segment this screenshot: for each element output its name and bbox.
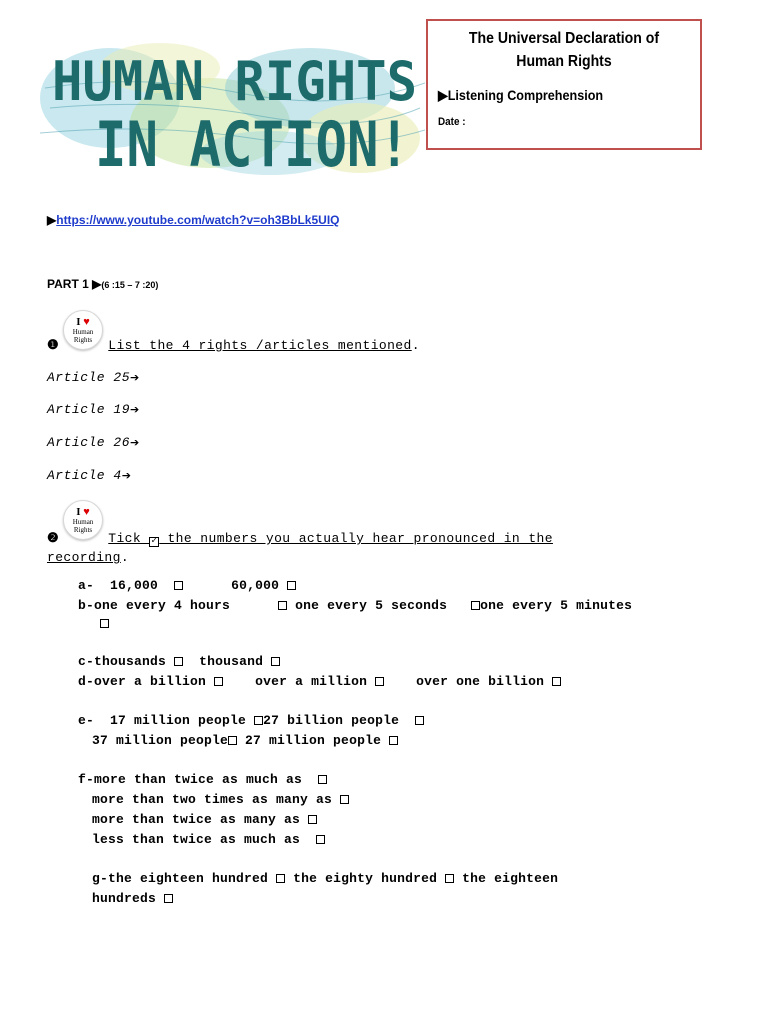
arrow-icon: ➔ [130, 403, 140, 416]
checkbox[interactable] [471, 601, 480, 610]
part-heading [47, 277, 158, 291]
checkbox[interactable] [389, 736, 398, 745]
option-a: a- 16,000 60,000 [78, 578, 296, 593]
checkbox[interactable] [271, 657, 280, 666]
checkbox[interactable] [308, 815, 317, 824]
checkbox[interactable] [318, 775, 327, 784]
video-link[interactable]: https://www.youtube.com/watch?v=oh3BbLk5UIQ [56, 213, 340, 227]
option-b: b-one every 4 hours one every 5 seconds one every 5 minutes [78, 598, 633, 613]
option-f-line3: more than twice as many as [92, 812, 317, 827]
checkbox[interactable] [415, 716, 424, 725]
date-label: Date : [438, 116, 466, 128]
checkbox[interactable] [278, 601, 287, 610]
checked-box-icon: ✓ [151, 536, 158, 547]
question-1-number: ❶ [47, 337, 59, 352]
article-line: Article 26➔ [47, 435, 140, 450]
i-love-human-rights-badge-icon: I ♥ Human Rights [63, 500, 103, 540]
option-c: c-thousands thousand [78, 654, 280, 669]
arrow-icon: ➔ [130, 436, 140, 449]
checkbox[interactable] [174, 581, 183, 590]
article-line: Article 4➔ [47, 468, 132, 483]
question-2: ❷ Tick ✓ the numbers you actually hear pronounced in the recording. [47, 530, 553, 565]
option-g: g-the eighteen hundred the eighty hundred the eighteen [92, 871, 559, 886]
option-e-line2: 37 million people 27 million people [92, 733, 398, 748]
checkbox[interactable] [375, 677, 384, 686]
question-1: ❶ List the 4 rights /articles mentioned. [47, 337, 420, 353]
checkbox[interactable] [228, 736, 237, 745]
subtitle: ▶Listening Comprehension [438, 87, 604, 103]
checkbox[interactable] [287, 581, 296, 590]
option-e: e- 17 million people 27 billion people [78, 713, 424, 728]
option-f-line2: more than two times as many as [92, 792, 349, 807]
i-love-human-rights-badge-icon: I ♥ Human Rights [63, 310, 103, 350]
logo-line1: HUMAN RIGHTS [52, 50, 417, 113]
logo-graphic [40, 38, 425, 178]
question-2-number: ❷ [47, 530, 59, 545]
logo-line2: IN ACTION! [95, 108, 410, 178]
checkbox[interactable] [254, 716, 263, 725]
checkbox[interactable] [164, 894, 173, 903]
play-arrow-icon: ▶ [47, 213, 57, 227]
title-line2: Human Rights [516, 53, 612, 70]
part-label: PART 1 ▶ [47, 277, 102, 291]
checkbox[interactable] [552, 677, 561, 686]
option-d: d-over a billion over a million over one billion [78, 674, 561, 689]
article-line: Article 25➔ [47, 370, 140, 385]
checkbox[interactable] [276, 874, 285, 883]
question-1-instruction: List the 4 rights /articles mentioned [108, 338, 412, 353]
checkbox[interactable] [214, 677, 223, 686]
arrow-icon: ➔ [130, 371, 140, 384]
option-f-line4: less than twice as much as [92, 832, 325, 847]
checkbox[interactable] [445, 874, 454, 883]
title-box [426, 19, 702, 150]
option-b-checkbox-row [100, 616, 109, 631]
checkbox[interactable] [316, 835, 325, 844]
option-g-line2: hundreds [92, 891, 173, 906]
video-link-line [47, 213, 339, 227]
checkbox[interactable] [174, 657, 183, 666]
part-time: (6 :15 – 7 :20) [101, 280, 159, 290]
title [444, 27, 683, 73]
human-rights-in-action-logo [40, 38, 425, 178]
option-f: f-more than twice as much as [78, 772, 327, 787]
checkbox[interactable] [100, 619, 109, 628]
title-line1: The Universal Declaration of [468, 30, 660, 47]
article-line: Article 19➔ [47, 402, 140, 417]
checkbox[interactable] [340, 795, 349, 804]
arrow-icon: ➔ [121, 469, 132, 482]
